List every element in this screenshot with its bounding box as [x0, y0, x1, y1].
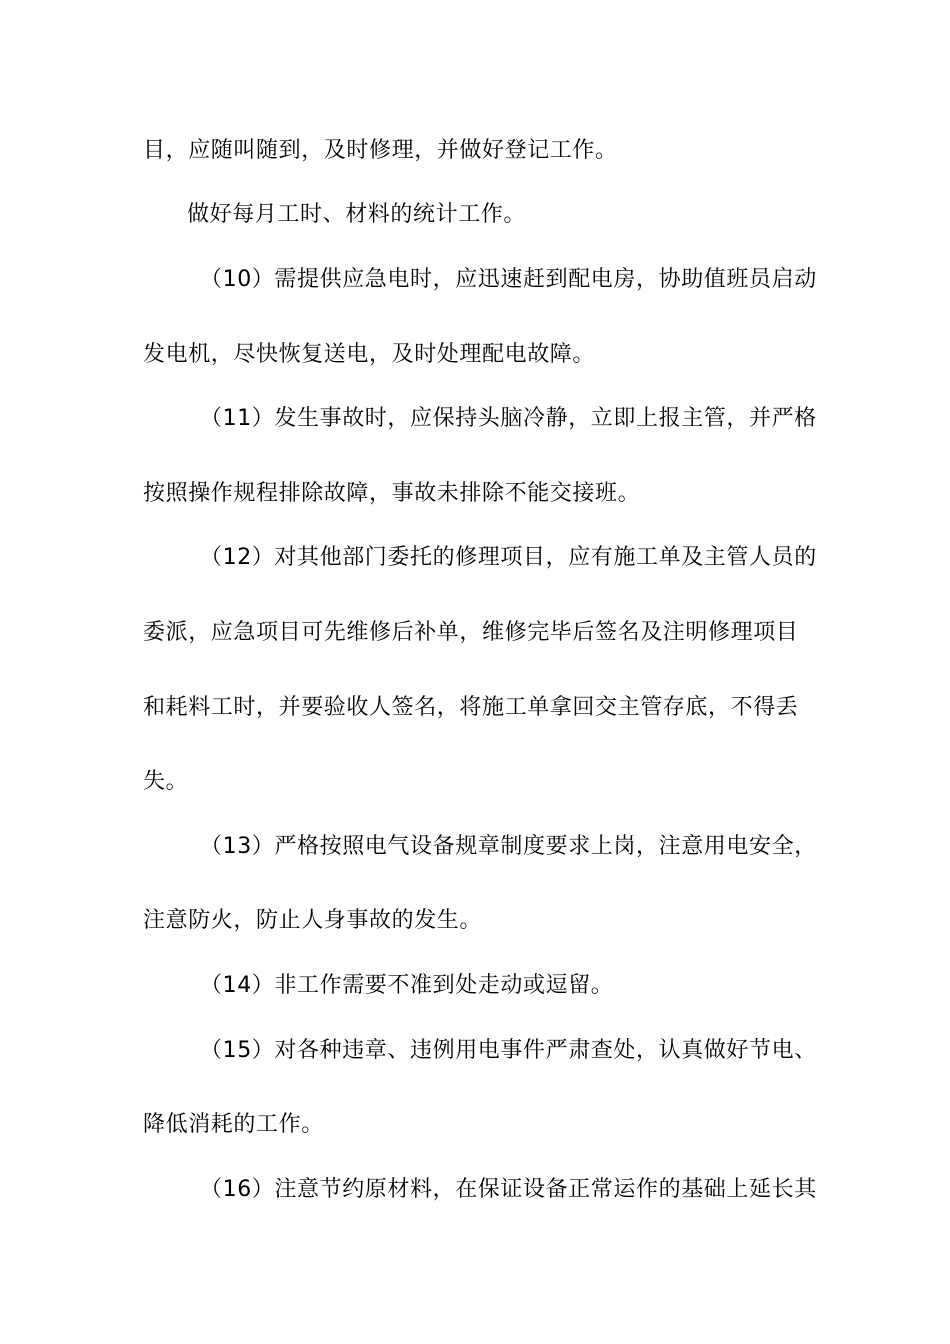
text-line: 目，应随叫随到，及时修理，并做好登记工作。	[143, 138, 618, 163]
text-line: 做好每月工时、材料的统计工作。	[187, 202, 527, 227]
text-line: 委派，应急项目可先维修后补单，维修完毕后签名及注明修理项目	[143, 620, 799, 645]
text-line: 注意防火，防止人身事故的发生。	[143, 908, 483, 933]
text-line: 和耗料工时，并要验收人签名，将施工单拿回交主管存底，不得丢	[143, 695, 799, 720]
text-line: （16）注意节约原材料，在保证设备正常运作的基础上延长其	[200, 1177, 817, 1202]
text-line: （15）对各种违章、违例用电事件严肃查处，认真做好节电、	[200, 1038, 817, 1063]
text-line: （10）需提供应急电时，应迅速赶到配电房，协助值班员启动	[200, 267, 817, 292]
text-line: 失。	[143, 769, 189, 794]
text-line: 发电机，尽快恢复送电，及时处理配电故障。	[143, 342, 596, 367]
text-line: （11）发生事故时，应保持头脑冷静，立即上报主管，并严格	[200, 406, 817, 431]
text-line: （13）严格按照电气设备规章制度要求上岗，注意用电安全，	[200, 834, 817, 859]
text-line: （14）非工作需要不准到处走动或逗留。	[200, 973, 614, 998]
text-line: 按照操作规程排除故障，事故未排除不能交接班。	[143, 481, 641, 506]
text-line: （12）对其他部门委托的修理项目，应有施工单及主管人员的	[200, 545, 817, 570]
text-line: 降低消耗的工作。	[143, 1112, 324, 1137]
